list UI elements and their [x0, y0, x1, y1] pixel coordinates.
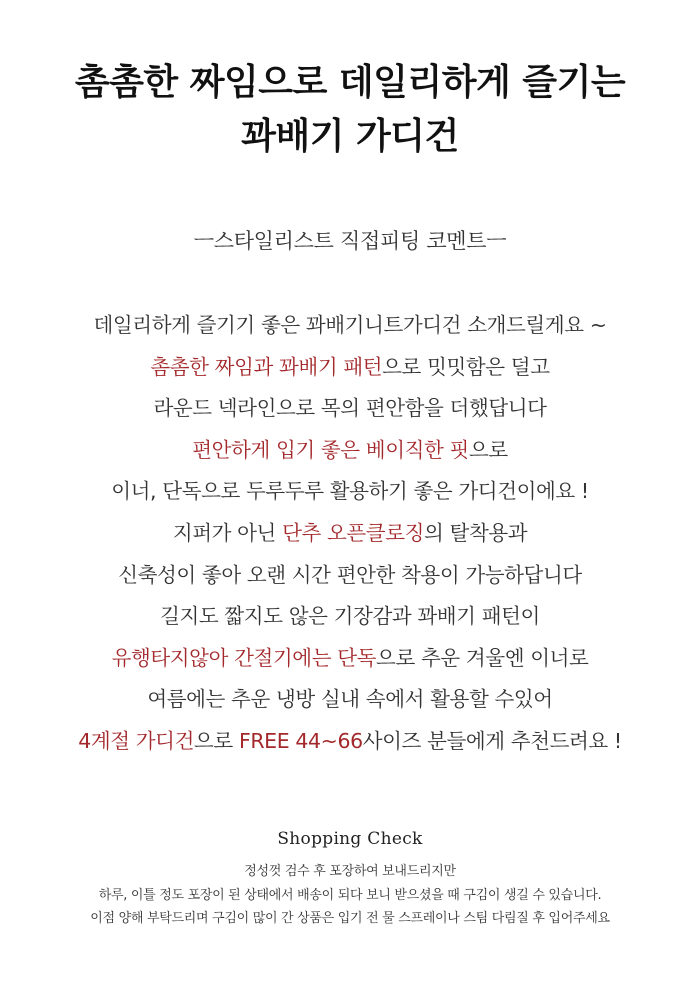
comment-text: 으로 [468, 437, 508, 462]
comment-line [0, 638, 700, 680]
comment-line [0, 555, 700, 597]
comment-line [0, 347, 700, 389]
highlight-text: 유행타지않아 간절기에는 단독 [111, 645, 377, 670]
comment-text: 라운드 넥라인으로 목의 편안함을 더했답니다 [153, 396, 547, 421]
shopping-check-line: 하루, 이틀 정도 포장이 된 상태에서 배송이 되다 보니 받으셨을 때 구김이 생길 수 있습니다. [98, 887, 602, 903]
comment-text: 으로 추운 겨울엔 이너로 [376, 645, 589, 670]
stylist-comment-body [0, 305, 700, 763]
shopping-check-notice [0, 860, 700, 931]
comment-text: 지퍼가 아닌 [172, 520, 283, 545]
comment-line [0, 305, 700, 347]
page-title-line-1: 촘촘한 짜임으로 데일리하게 즐기는 [74, 62, 626, 103]
shopping-check-title: Shopping Check [277, 829, 423, 849]
highlight-text: 단추 오픈클로징 [282, 520, 425, 545]
shopping-check-line: 정성껏 검수 후 포장하여 보내드리지만 [244, 864, 456, 879]
page-title-line-2: 꽈배기 가디건 [241, 116, 459, 157]
comment-text: 신축성이 좋아 오랜 시간 편안한 착용이 가능하답니다 [118, 562, 582, 587]
comment-line [0, 388, 700, 430]
comment-text: 사이즈 분들에게 추천드려요 ! [362, 728, 622, 753]
comment-text: 데일리하게 즐기기 좋은 꽈배기니트가디건 소개드릴게요 ~ [93, 313, 607, 337]
comment-line [0, 679, 700, 721]
highlight-text: FREE 44~66 [238, 728, 363, 753]
stylist-comment-heading: ㅡ스타일리스트 직접피팅 코멘트ㅡ [193, 229, 507, 253]
comment-text: 으로 밋밋함은 덜고 [382, 354, 550, 379]
comment-line [0, 430, 700, 472]
comment-text: 의 탈착용과 [424, 520, 528, 545]
comment-text: 이너, 단독으로 두루두루 활용하기 좋은 가디건이에요 ! [111, 479, 589, 504]
comment-line [0, 513, 700, 555]
comment-line [0, 596, 700, 638]
comment-line [0, 471, 700, 513]
page-title [0, 56, 700, 164]
comment-text: 여름에는 추운 냉방 실내 속에서 활용할 수있어 [147, 687, 553, 712]
comment-line [0, 721, 700, 763]
highlight-text: 촘촘한 짜임과 꽈배기 패턴 [150, 354, 383, 379]
comment-text: 으로 [194, 728, 239, 753]
shopping-check-line: 이점 양해 부탁드리며 구김이 많이 간 상품은 입기 전 물 스프레이나 스팀 다림질 후 입어주세요 [90, 911, 610, 926]
highlight-text: 편안하게 입기 좋은 베이직한 핏 [192, 437, 469, 462]
highlight-text: 4계절 가디건 [78, 728, 194, 753]
comment-text: 길지도 짧지도 않은 기장감과 꽈배기 패턴이 [160, 604, 540, 629]
